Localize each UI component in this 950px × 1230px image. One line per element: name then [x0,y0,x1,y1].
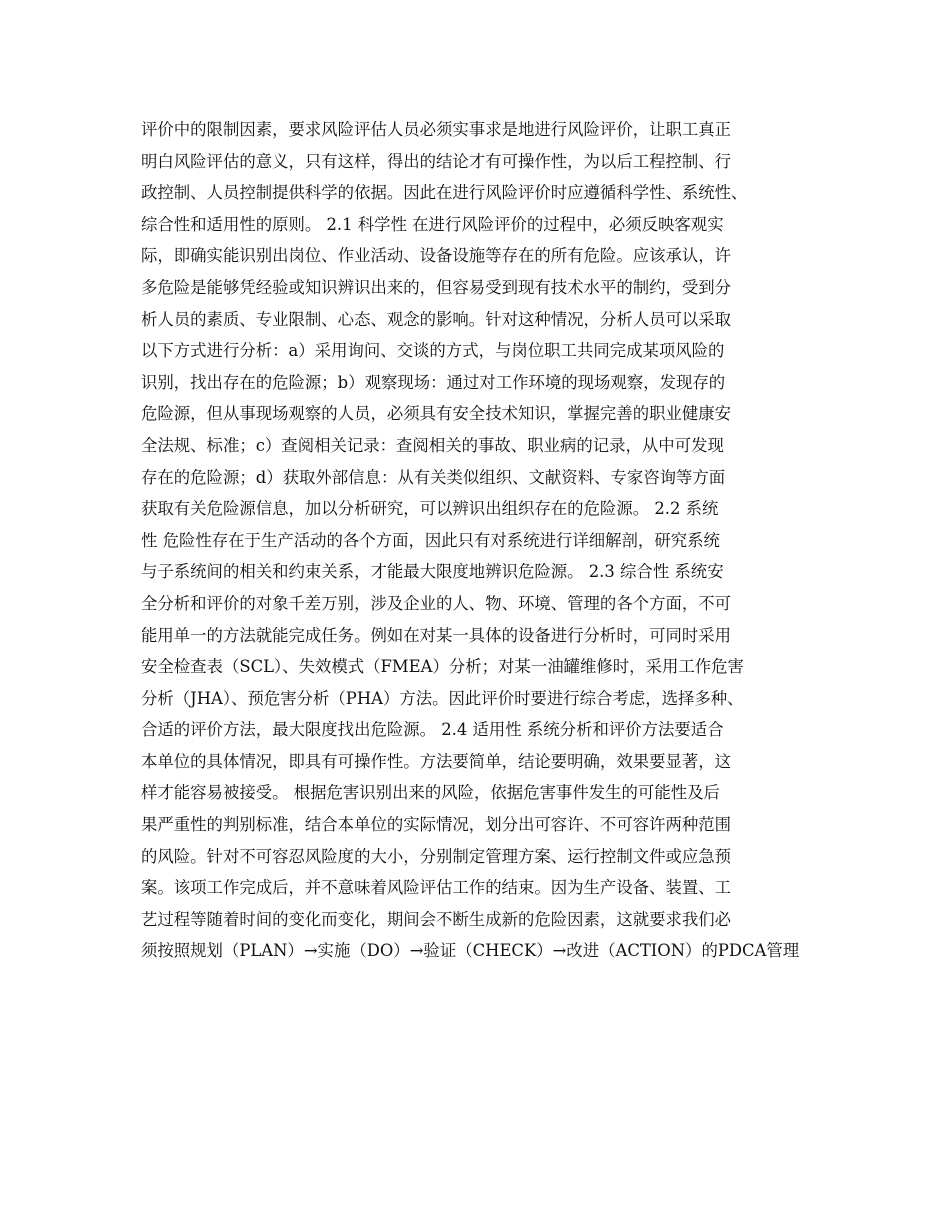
text-line: 能用单一的方法就能完成任务。例如在对某一具体的设备进行分析时，可同时采用 [141,625,732,645]
text-line: 危险源，但从事现场观察的人员，必须具有安全技术知识，掌握完善的职业健康安 [141,404,732,424]
text-line: 明白风险评估的意义，只有这样，得出的结论才有可操作性，为以后工程控制、行 [141,151,732,171]
text-line: 艺过程等随着时间的变化而变化，期间会不断生成新的危险因素，这就要求我们必 [141,909,732,929]
text-line: 评价中的限制因素，要求风险评估人员必须实事求是地进行风险评价，让职工真正 [141,120,732,139]
body-text [141,114,831,967]
text-line: 以下方式进行分析：a）采用询问、交谈的方式，与岗位职工共同完成某项风险的 [141,341,725,361]
text-line: 多危险是能够凭经验或知识辨识出来的，但容易受到现有技术水平的制约，受到分 [141,277,732,297]
text-line: 政控制、人员控制提供科学的依据。因此在进行风险评价时应遵循科学性、系统性、 [141,183,748,203]
text-line: 全法规、标准；c）查阅相关记录：查阅相关的事故、职业病的记录，从中可发现 [141,435,724,455]
text-line: 际，即确实能识别出岗位、作业活动、设备设施等存在的所有危险。应该承认，许 [141,246,732,266]
text-line: 性 危险性存在于生产活动的各个方面，因此只有对系统进行详细解剖，研究系统 [141,530,720,550]
text-line: 存在的危险源；d）获取外部信息：从有关类似组织、文献资料、专家咨询等方面 [141,467,726,487]
text-line: 案。该项工作完成后，并不意味着风险评估工作的结束。因为生产设备、装置、工 [141,878,732,898]
text-line: 样才能容易被接受。 根据危害识别出来的风险，依据危害事件发生的可能性及后 [141,783,720,803]
text-line: 分析（JHA）、预危害分析（PHA）方法。因此评价时要进行综合考虑，选择多种、 [141,688,744,708]
text-line: 识别，找出存在的危险源；b）观察现场：通过对工作环境的现场观察，发现存的 [141,372,726,392]
text-line: 与子系统间的相关和约束关系，才能最大限度地辨识危险源。 2.3 综合性 系统安 [141,562,724,582]
text-line: 的风险。针对不可容忍风险度的大小，分别制定管理方案、运行控制文件或应急预 [141,846,732,866]
text-line: 综合性和适用性的原则。 2.1 科学性 在进行风险评价的过程中，必须反映客观实 [141,214,724,234]
text-line: 合适的评价方法，最大限度找出危险源。 2.4 适用性 系统分析和评价方法要适合 [141,720,724,740]
text-line: 全分析和评价的对象千差万别，涉及企业的人、物、环境、管理的各个方面，不可 [141,593,732,613]
text-line: 果严重性的判别标准，结合本单位的实际情况，划分出可容许、不可容许两种范围 [141,815,732,835]
text-line: 须按照规划（PLAN）→实施（DO）→验证（CHECK）→改进（ACTION）的PDCA管理 [141,941,800,961]
text-line: 获取有关危险源信息，加以分析研究，可以辨识出组织存在的危险源。 2.2 系统 [141,499,719,519]
text-line: 本单位的具体情况，即具有可操作性。方法要简单，结论要明确，效果要显著，这 [141,751,732,771]
text-line: 析人员的素质、专业限制、心态、观念的影响。针对这种情况，分析人员可以采取 [141,309,732,329]
text-line: 安全检查表（SCL）、失效模式（FMEA）分析；对某一油罐维修时，采用工作危害 [141,657,744,677]
